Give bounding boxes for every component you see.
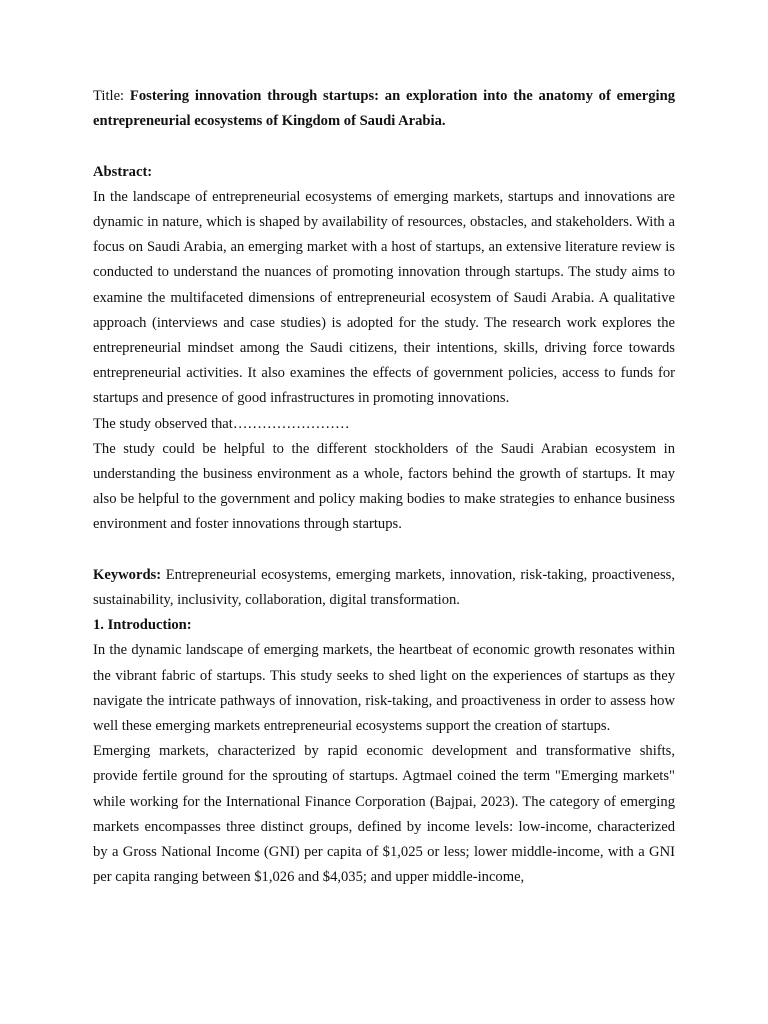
intro-paragraph-2: Emerging markets, characterized by rapid economic development and transformative shifts, provide fertile ground for the sprouting of startups. Agtmael coined the term "Emerging markets" while working for the International Finance Corporation (Bajpai, 2023). The category of emerging markets encompasses three distinct groups, defined by income levels: low-income, characterized by a Gross National Income (GNI) per capita of $1,025 or less; lower middle-income, with a GNI per capita ranging between $1,026 and $4,035; and upper middle-income,	[93, 743, 675, 886]
intro-heading: 1. Introduction:	[93, 617, 192, 634]
abstract-paragraph-1: In the landscape of entrepreneurial ecosystems of emerging markets, startups and innovations are dynamic in nature, which is shaped by availability of resources, obstacles, and stakeholders. With a focus on Saudi Arabia, an emerging market with a host of startups, an extensive literature review is conducted to understand the nuances of promoting innovation through startups. The study aims to examine the multifaceted dimensions of entrepreneurial ecosystem of Saudi Arabia. A qualitative approach (interviews and case studies) is adopted for the study. The research work explores the entrepreneurial mindset among the Saudi citizens, their intentions, skills, driving force towards entrepreneurial activities. It also examines the effects of government policies, access to funds for startups and presence of good infrastructures in promoting innovations.	[93, 188, 675, 407]
abstract-paragraph-2: The study observed that……………………	[93, 415, 350, 432]
document-page	[93, 84, 675, 890]
intro-paragraph-1: In the dynamic landscape of emerging markets, the heartbeat of economic growth resonates within the vibrant fabric of startups. This study seeks to shed light on the experiences of startups as they navigate the intricate pathways of innovation, risk-taking, and proactiveness in order to assess how well these emerging markets entrepreneurial ecosystems support the creation of startups.	[93, 642, 675, 735]
document-title	[93, 84, 675, 134]
title-text: Fostering innovation through startups: an exploration into the anatomy of emerging entrepreneurial ecosystems of Kingdom of Saudi Arabia.	[93, 88, 675, 130]
abstract-paragraph-3: The study could be helpful to the different stockholders of the Saudi Arabian ecosystem in understanding the business environment as a whole, factors behind the growth of startups. It may also be helpful to the government and policy making bodies to make strategies to enhance business environment and foster innovations through startups.	[93, 440, 675, 533]
abstract-heading: Abstract:	[93, 163, 153, 180]
title-prefix: Title:	[93, 88, 125, 104]
keywords-paragraph	[93, 563, 675, 613]
keywords-text: Entrepreneurial ecosystems, emerging markets, innovation, risk-taking, proactiveness, sustainability, inclusivity, collaboration, digital transformation.	[93, 566, 675, 609]
spacer	[93, 134, 675, 159]
spacer	[93, 538, 675, 563]
keywords-label: Keywords:	[93, 566, 162, 583]
